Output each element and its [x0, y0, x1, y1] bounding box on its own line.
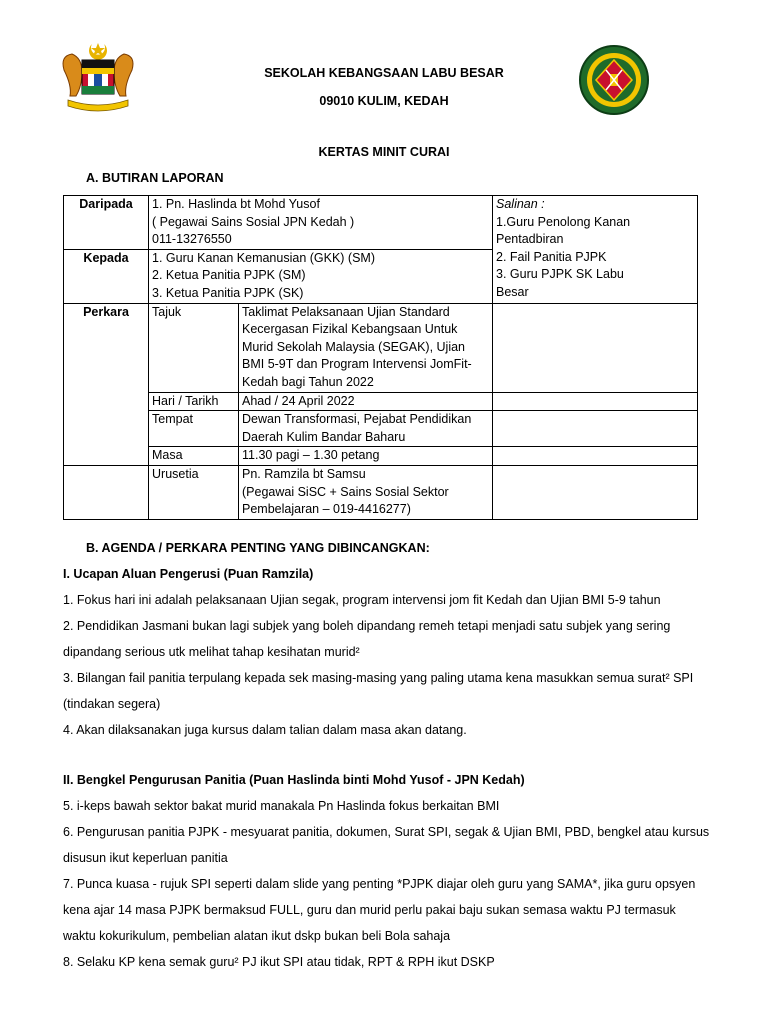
row-daripada [64, 196, 698, 250]
kepada-line: 1. Guru Kanan Kemanusian (GKK) (SM) [152, 250, 376, 265]
salinan-line: Pentadbiran [496, 232, 564, 247]
agenda-line: 7. Punca kuasa - rujuk SPI seperti dalam slide yang penting *PJPK diajar oleh guru yang SAMA*, jika guru opsyen [63, 877, 696, 891]
agenda-line: 5. i-keps bawah sektor bakat murid manakala Pn Haslinda fokus berkaitan BMI [63, 799, 500, 813]
row-hari [64, 392, 698, 411]
salinan-line: Besar [496, 284, 529, 299]
salinan-line: 2. Fail Panitia PJPK [496, 249, 607, 264]
empty-cell [493, 303, 698, 392]
school-address: 09010 KULIM, KEDAH [319, 94, 449, 108]
tajuk-line: Kecergasan Fizikal Kebangsaan Untuk [242, 322, 458, 337]
urusetia-line: Pn. Ramzila bt Samsu [242, 466, 366, 481]
urusetia-value [239, 465, 493, 519]
row-urusetia [64, 465, 698, 519]
agenda-line: 6. Pengurusan panitia PJPK - mesyuarat panitia, dokumen, Surat SPI, segak & Ujian BMI, PBD, bengkel atau kursus [63, 825, 710, 839]
agenda-part-1 [63, 561, 713, 743]
section-b-heading: B. AGENDA / PERKARA PENTING YANG DIBINCANGKAN: [86, 541, 430, 555]
tajuk-line: Murid Sekolah Malaysia (SEGAK), Ujian [242, 339, 465, 354]
tajuk-value [239, 303, 493, 392]
kepada-line: 3. Ketua Panitia PJPK (SK) [152, 285, 304, 300]
part-2-heading: II. Bengkel Pengurusan Panitia (Puan Haslinda binti Mohd Yusof - JPN Kedah) [63, 773, 525, 787]
agenda-line: (tindakan segera) [63, 697, 161, 711]
agenda-line: disusun ikut keperluan panitia [63, 851, 228, 865]
hari-label: Hari / Tarikh [149, 392, 239, 411]
tajuk-line: Taklimat Pelaksanaan Ujian Standard [242, 304, 450, 319]
empty-cell [493, 447, 698, 466]
school-name: SEKOLAH KEBANGSAAN LABU BESAR [264, 66, 504, 80]
document-title: KERTAS MINIT CURAI [318, 145, 450, 159]
perkara-label: Perkara [64, 303, 149, 465]
tempat-line: Daerah Kulim Bandar Baharu [242, 429, 406, 444]
tajuk-line: Kedah bagi Tahun 2022 [242, 374, 374, 389]
kepada-label: Kepada [64, 249, 149, 303]
agenda-part-2 [63, 767, 713, 975]
section-a-heading: A. BUTIRAN LAPORAN [86, 171, 224, 185]
salinan-cell [493, 196, 698, 304]
tempat-line: Dewan Transformasi, Pejabat Pendidikan [242, 412, 472, 427]
empty-cell [64, 465, 149, 519]
agenda-line: 4. Akan dilaksanakan juga kursus dalam talian dalam masa akan datang. [63, 723, 467, 737]
agenda-line: 3. Bilangan fail panitia terpulang kepada sek masing-masing yang paling utama kena masukkan semua surat² SPI [63, 671, 694, 685]
agenda-line: kena ajar 14 masa PJPK bermaksud FULL, guru dan murid perlu pakai baju sukan semasa waktu PJ termasuk [63, 903, 676, 917]
empty-cell [493, 411, 698, 447]
empty-cell [493, 392, 698, 411]
salinan-title: Salinan : [496, 197, 545, 211]
urusetia-label: Urusetia [149, 465, 239, 519]
urusetia-line: Pembelajaran – 019-4416277) [242, 502, 411, 517]
daripada-label: Daripada [64, 196, 149, 250]
kepada-line: 2. Ketua Panitia PJPK (SM) [152, 268, 306, 283]
hari-value: Ahad / 24 April 2022 [239, 392, 493, 411]
agenda-line: 1. Fokus hari ini adalah pelaksanaan Ujian segak, program intervensi jom fit Kedah dan Ujian BMI 5-9 tahun [63, 593, 661, 607]
daripada-line: 1. Pn. Haslinda bt Mohd Yusof [152, 197, 320, 211]
urusetia-line: (Pegawai SiSC + Sains Sosial Sektor [242, 484, 449, 499]
tajuk-label: Tajuk [149, 303, 239, 392]
agenda-line: dipandang serious utk melihat tahap kesihatan murid² [63, 645, 360, 659]
kepada-value [149, 249, 493, 303]
salinan-line: 3. Guru PJPK SK Labu [496, 267, 624, 282]
empty-cell [493, 465, 698, 519]
tempat-value [239, 411, 493, 447]
masa-value: 11.30 pagi – 1.30 petang [239, 447, 493, 466]
masa-label: Masa [149, 447, 239, 466]
tempat-label: Tempat [149, 411, 239, 447]
part-1-heading: I. Ucapan Aluan Pengerusi (Puan Ramzila) [63, 567, 314, 581]
daripada-line: ( Pegawai Sains Sosial JPN Kedah ) [152, 214, 355, 229]
agenda-line: waktu kokurikulum, pembelian alatan ikut dskp bukan beli Bola sahaja [63, 929, 451, 943]
agenda-line: 8. Selaku KP kena semak guru² PJ ikut SPI atau tidak, RPT & RPH ikut DSKP [63, 955, 495, 969]
row-tajuk [64, 303, 698, 392]
report-details-table [63, 195, 698, 520]
agenda-line: 2. Pendidikan Jasmani bukan lagi subjek yang boleh dipandang remeh tetapi menjadi satu subjek yang sering [63, 619, 671, 633]
row-masa [64, 447, 698, 466]
daripada-line: 011-13276550 [152, 232, 232, 247]
daripada-value [149, 196, 493, 250]
row-tempat [64, 411, 698, 447]
tajuk-line: BMI 5-9T dan Program Intervensi JomFit- [242, 357, 472, 372]
salinan-line: 1.Guru Penolong Kanan [496, 214, 631, 229]
